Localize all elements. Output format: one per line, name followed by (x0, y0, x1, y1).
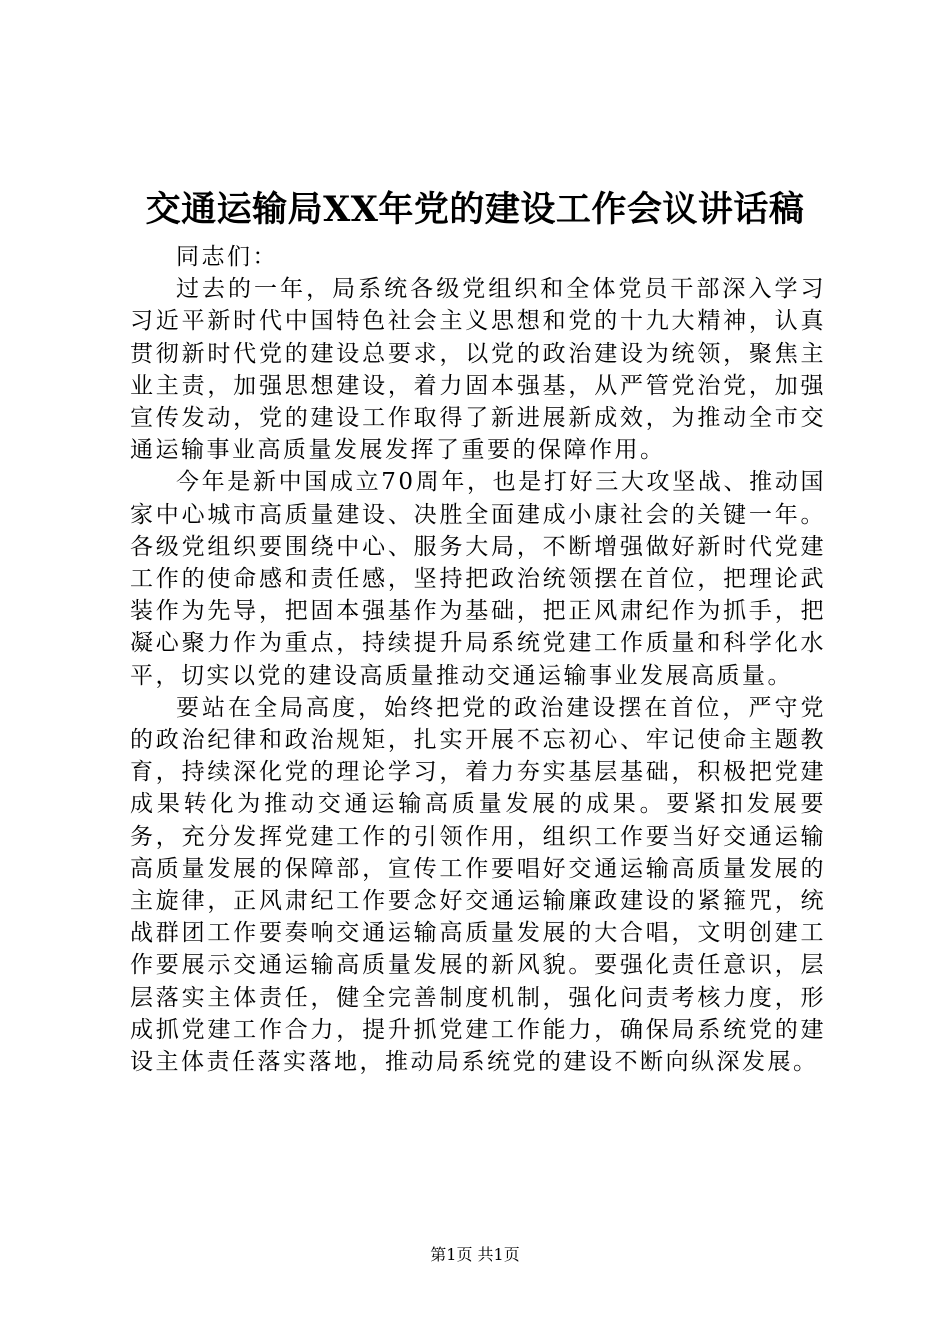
body-paragraph: 要站在全局高度，始终把党的政治建设摆在首位，严守党的政治纪律和政治规矩，扎实开展不忘初心、牢记使命主题教育，持续深化党的理论学习，着力夯实基层基础，积极把党建成果转化为推动交通运输高质量发展的成果。要紧扣发展要务，充分发挥党建工作的引领作用，组织工作要当好交通运输高质量发展的保障部，宣传工作要唱好交通运输高质量发展的主旋律，正风肃纪工作要念好交通运输廉政建设的紧箍咒，统战群团工作要奏响交通运输高质量发展的大合唱，文明创建工作要展示交通运输高质量发展的新风貌。要强化责任意识，层层落实主体责任，健全完善制度机制，强化问责考核力度，形成抓党建工作合力，提升抓党建工作能力，确保局系统党的建设主体责任落实落地，推动局系统党的建设不断向纵深发展。 (130, 694, 826, 1076)
body-paragraph: 过去的一年，局系统各级党组织和全体党员干部深入学习习近平新时代中国特色社会主义思想和党的十九大精神，认真贯彻新时代党的建设总要求，以党的政治建设为统领，聚焦主业主责，加强思想建设，着力固本强基，从严管党治党，加强宣传发动，党的建设工作取得了新进展新成效，为推动全市交通运输事业高质量发展发挥了重要的保障作用。 (130, 276, 826, 464)
salutation: 同志们： (176, 244, 278, 270)
body-paragraph: 今年是新中国成立70周年，也是打好三大攻坚战、推动国家中心城市高质量建设、决胜全面建成小康社会的关键一年。各级党组织要围绕中心、服务大局，不断增强做好新时代党建工作的使命感和责任感，坚持把政治统领摆在首位，把理论武装作为先导，把固本强基作为基础，把正风肃纪作为抓手，把凝心聚力作为重点，持续提升局系统党建工作质量和科学化水平，切实以党的建设高质量推动交通运输事业发展高质量。 (130, 469, 826, 689)
page-number-footer: 第1页 共1页 (430, 1245, 520, 1264)
document-body (130, 241, 826, 1078)
document-title: 交通运输局XX年党的建设工作会议讲话稿 (145, 189, 805, 230)
